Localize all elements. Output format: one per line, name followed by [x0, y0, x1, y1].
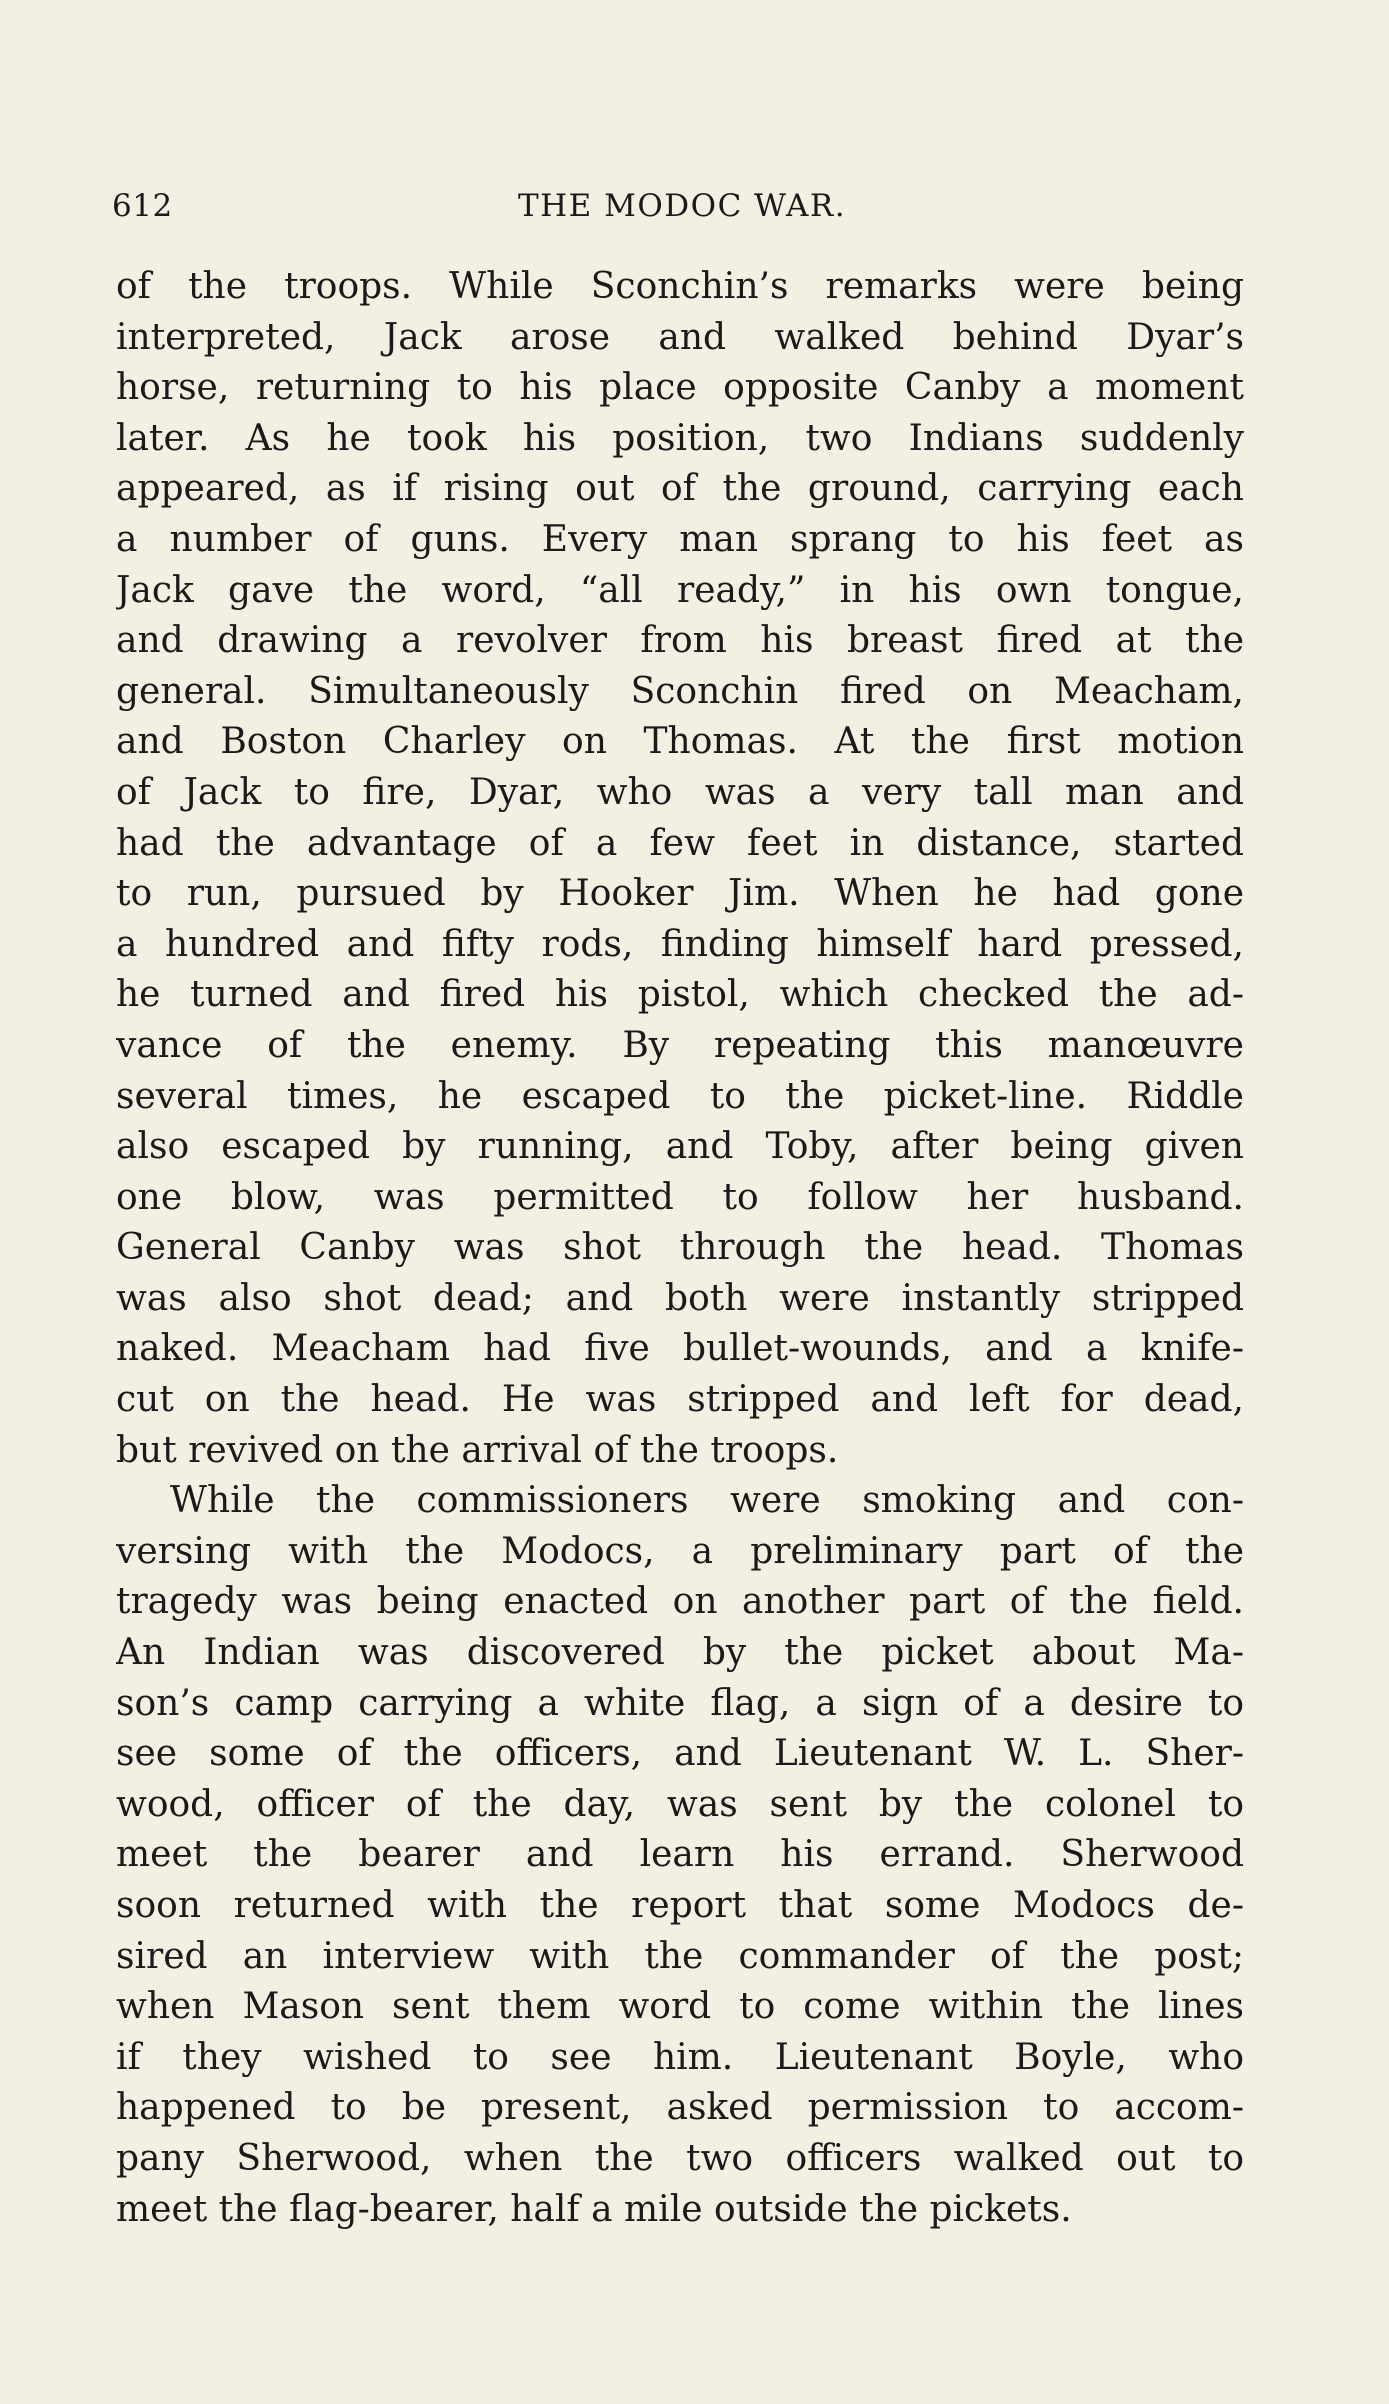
text-line: naked. Meacham had five bullet-wounds, and a knife- — [116, 1328, 1244, 1370]
running-head: THE MODOC WAR. — [517, 188, 847, 224]
text-line: was also shot dead; and both were instantly stripped — [116, 1277, 1244, 1319]
text-line: Jack gave the word, “all ready,” in his own tongue, — [116, 569, 1244, 611]
text-line: appeared, as if rising out of the ground, carrying each — [116, 468, 1244, 510]
text-line: pany Sherwood, when the two officers walked out to — [116, 2137, 1244, 2179]
text-line: of Jack to fire, Dyar, who was a very tall man and — [116, 771, 1244, 813]
text-line: interpreted, Jack arose and walked behind Dyar’s — [116, 316, 1244, 358]
text-line: also escaped by running, and Toby, after being given — [116, 1126, 1244, 1168]
text-line: versing with the Modocs, a preliminary part of the — [116, 1530, 1244, 1572]
text-line: see some of the officers, and Lieutenant W. L. Sher- — [116, 1733, 1244, 1775]
text-line: wood, officer of the day, was sent by the colonel to — [116, 1783, 1244, 1825]
text-line: soon returned with the report that some Modocs de- — [116, 1885, 1244, 1926]
text-line: several times, he escaped to the picket-line. Riddle — [116, 1075, 1244, 1117]
text-line: meet the flag-bearer, half a mile outside the pickets. — [116, 2188, 1072, 2230]
text-line: when Mason sent them word to come within the lines — [116, 1986, 1244, 2028]
text-line: to run, pursued by Hooker Jim. When he had gone — [116, 873, 1244, 915]
text-line: and drawing a revolver from his breast fired at the — [116, 620, 1244, 662]
text-line: one blow, was permitted to follow her husband. — [116, 1176, 1244, 1218]
text-line: meet the bearer and learn his errand. Sherwood — [116, 1834, 1244, 1876]
text-line: a hundred and fifty rods, finding himself hard pressed, — [116, 923, 1244, 965]
text-line: a number of guns. Every man sprang to his feet as — [116, 518, 1244, 560]
text-line: had the advantage of a few feet in distance, started — [116, 822, 1244, 864]
text-line: tragedy was being enacted on another part of the field. — [116, 1581, 1244, 1623]
text-line: happened to be present, asked permission to accom- — [116, 2087, 1244, 2129]
text-line: and Boston Charley on Thomas. At the first motion — [116, 721, 1244, 763]
body-text — [116, 262, 1244, 2235]
text-line: of the troops. While Sconchin’s remarks were being — [116, 266, 1244, 307]
text-line: he turned and fired his pistol, which checked the ad- — [116, 974, 1244, 1016]
page-header — [112, 188, 1252, 238]
text-line: son’s camp carrying a white flag, a sign of a desire to — [116, 1682, 1244, 1724]
text-line: General Canby was shot through the head. Thomas — [116, 1227, 1244, 1269]
text-line: horse, returning to his place opposite Canby a moment — [116, 367, 1244, 409]
text-line: While the commissioners were smoking and con- — [170, 1480, 1244, 1522]
page-number: 612 — [112, 188, 173, 224]
text-line: cut on the head. He was stripped and left for dead, — [116, 1379, 1244, 1421]
text-line: general. Simultaneously Sconchin fired on Meacham, — [116, 670, 1244, 712]
text-line: if they wished to see him. Lieutenant Boyle, who — [116, 2036, 1244, 2078]
text-line: later. As he took his position, two Indians suddenly — [116, 417, 1244, 459]
text-line: vance of the enemy. By repeating this manœuvre — [116, 1024, 1244, 1066]
text-line: sired an interview with the commander of the post; — [116, 1935, 1244, 1977]
text-line: but revived on the arrival of the troops. — [116, 1429, 839, 1471]
text-line: An Indian was discovered by the picket about Ma- — [116, 1632, 1244, 1674]
